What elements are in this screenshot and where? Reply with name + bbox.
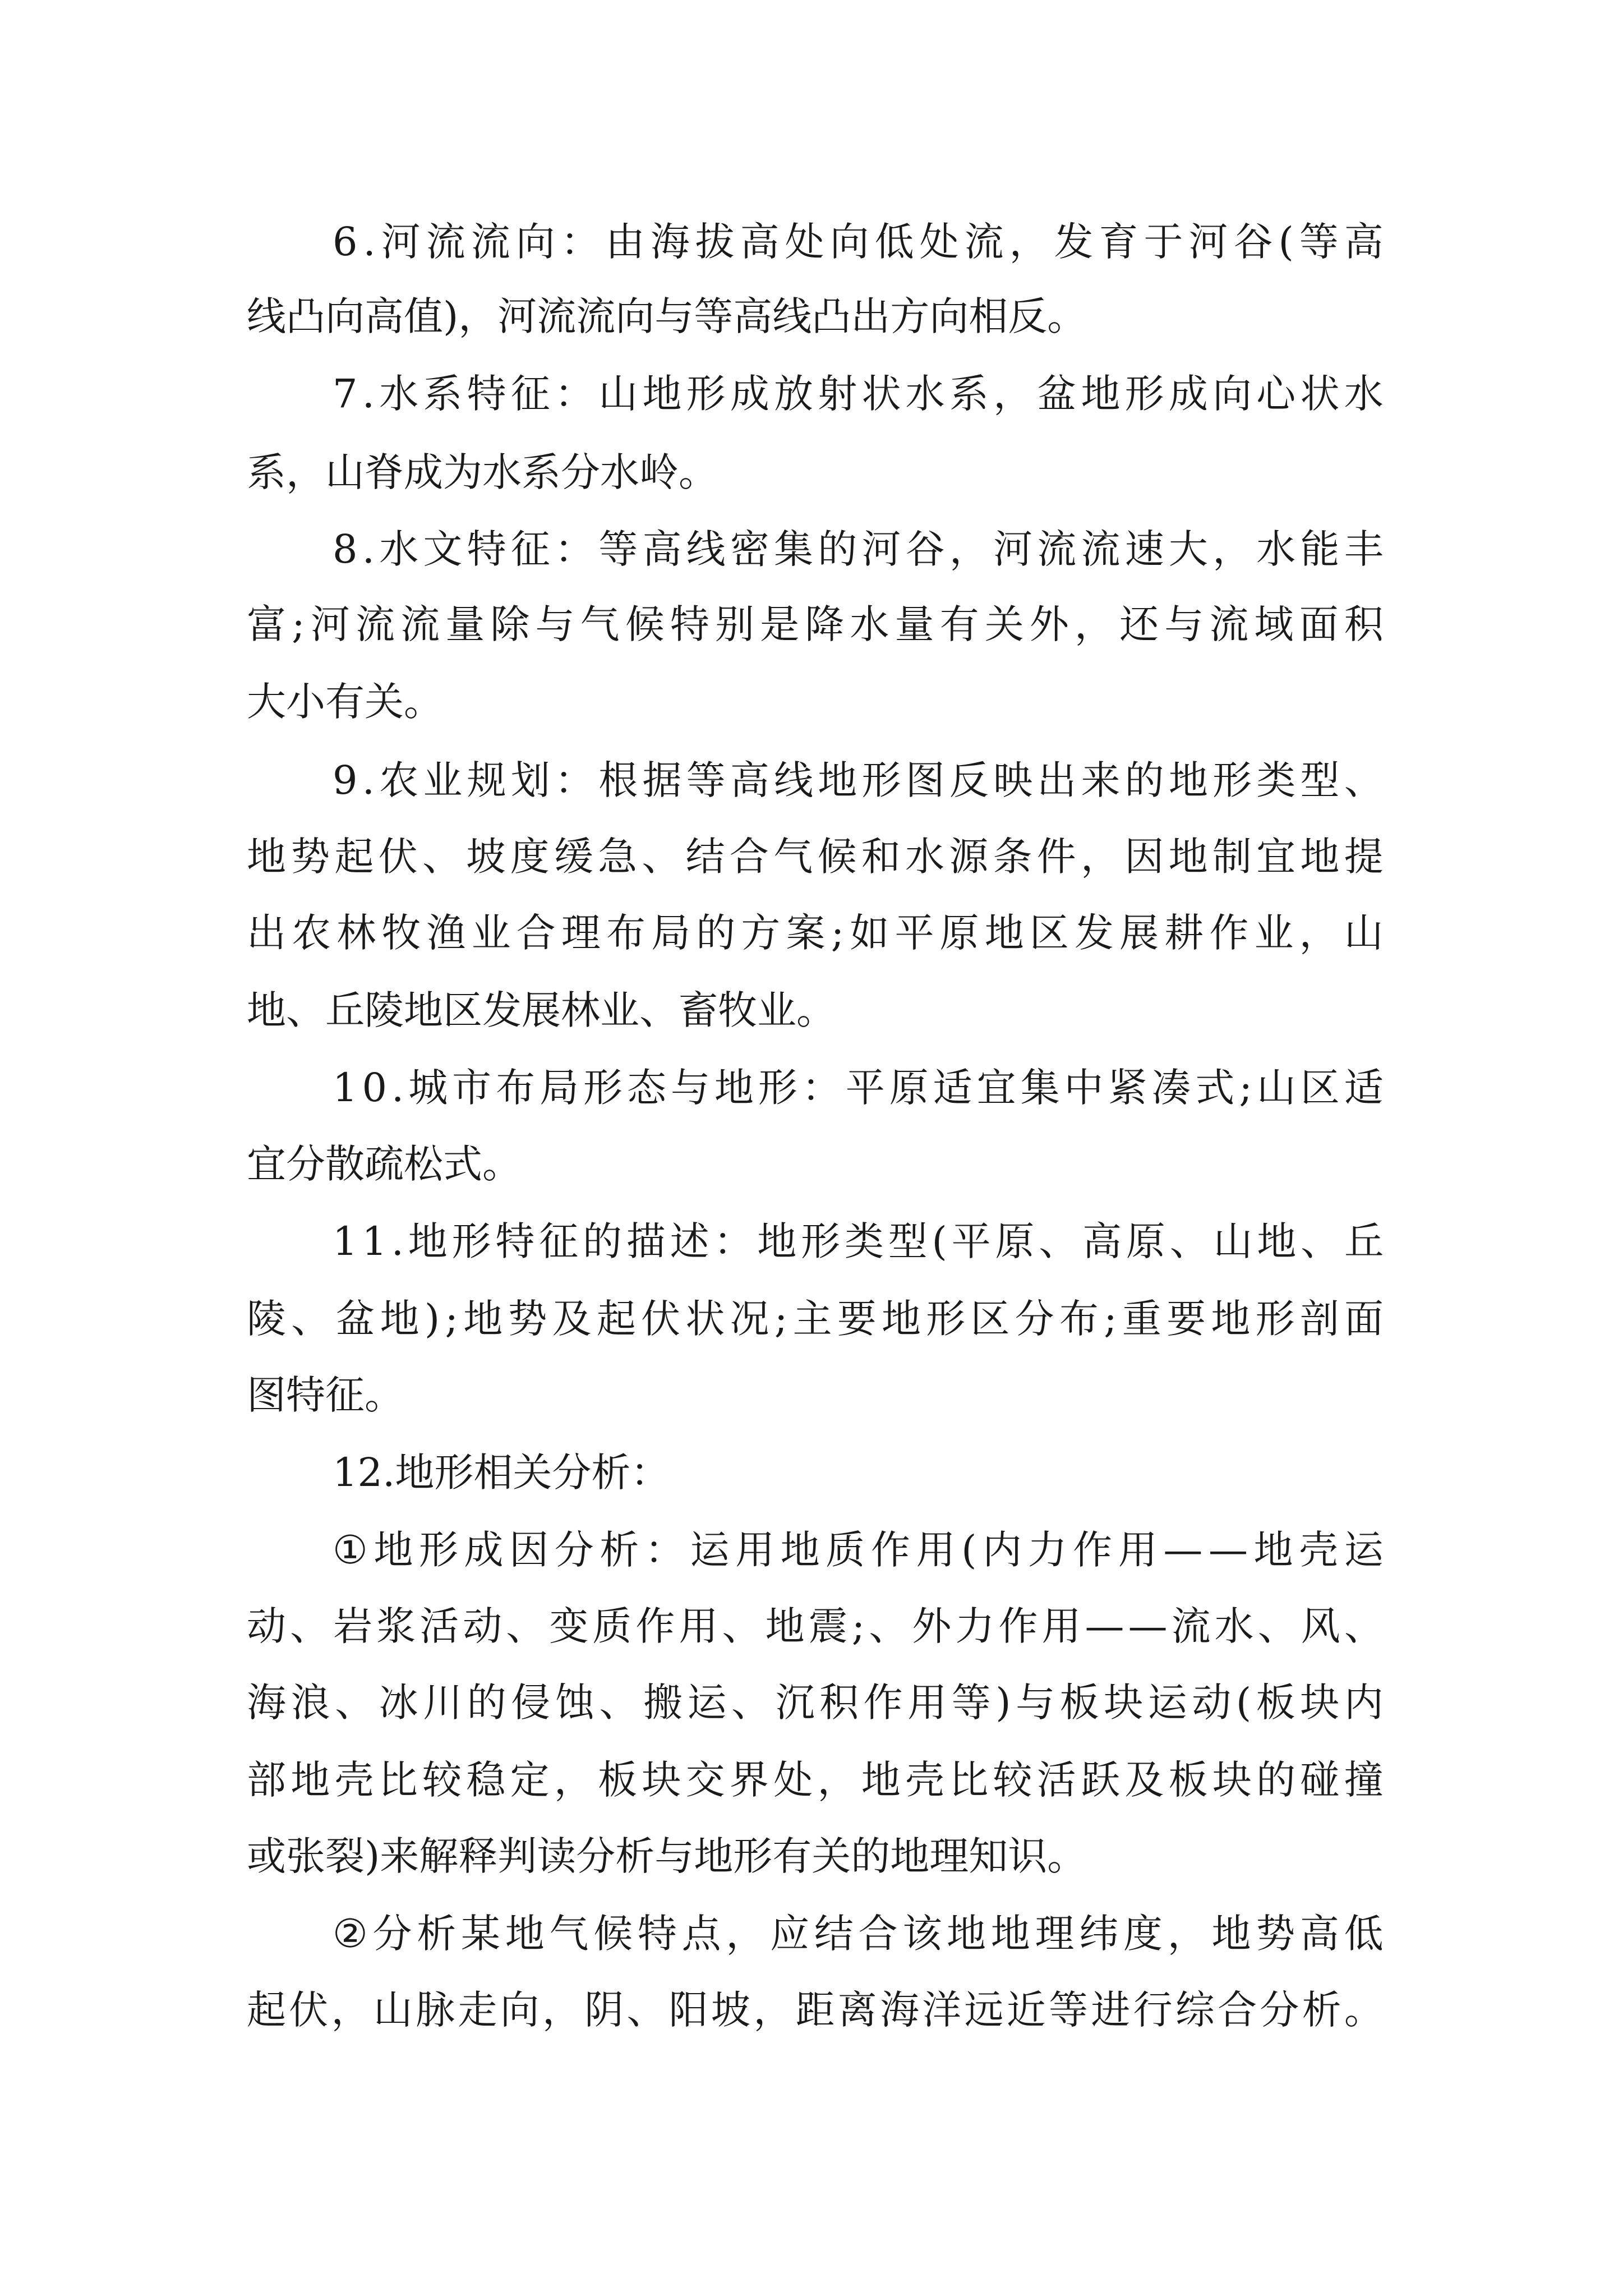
subpoint-1-line-3: 海 浪 、 冰 川 的 侵 蚀 、 搬 运 、 沉 积 作 用 等 ) 与 板 块 运 动 ( 板 块 内 — [247, 1680, 1384, 1726]
paragraph-11-line-1: 1 1 . 地 形 特 征 的 描 述 ： 地 形 类 型 ( 平 原 、 高 原 、 山 地 、 丘 — [333, 1218, 1384, 1264]
paragraph-6-line-1: 6 . 河 流 流 向 ： 由 海 拔 高 处 向 低 处 流 ， 发 育 于 河 谷 ( 等 高 — [333, 219, 1384, 265]
subpoint-1-line-2: 动 、 岩 浆 活 动 、 变 质 作 用 、 地 震 ; 、 外 力 作 用 — — 流 水 、 风 、 — [247, 1603, 1384, 1649]
paragraph-8-line-3: 大小有关。 — [247, 679, 443, 725]
paragraph-8-line-2: 富 ; 河 流 流 量 除 与 气 候 特 别 是 降 水 量 有 关 外 ， 还 与 流 域 面 积 — [247, 601, 1384, 647]
paragraph-9-line-3: 出 农 林 牧 渔 业 合 理 布 局 的 方 案 ; 如 平 原 地 区 发 展 耕 作 业 ， 山 — [247, 910, 1384, 956]
paragraph-10-line-2: 宜分散疏松式。 — [247, 1141, 522, 1187]
subpoint-2-line-2: 起 伏 ， 山 脉 走 向 ， 阴 、 阳 坡 ， 距 离 海 洋 远 近 等 进 行 综 合 分 析 。 — [247, 1987, 1384, 2033]
paragraph-8-line-1: 8 . 水 文 特 征 ： 等 高 线 密 集 的 河 谷 ， 河 流 流 速 大 ， 水 能 丰 — [333, 526, 1384, 572]
subpoint-1-line-5: 或张裂)来解释判读分析与地形有关的地理知识。 — [247, 1833, 1087, 1879]
subpoint-1-line-1: ① 地 形 成 因 分 析 ： 运 用 地 质 作 用 ( 内 力 作 用 — — 地 壳 运 — [333, 1527, 1384, 1573]
paragraph-12-heading: 12.地形相关分析： — [333, 1450, 670, 1496]
paragraph-6-line-2: 线凸向高值)，河流流向与等高线凸出方向相反。 — [247, 293, 1087, 339]
paragraph-7-line-2: 系，山脊成为水系分水岭。 — [247, 449, 718, 495]
paragraph-10-line-1: 1 0 . 城 市 布 局 形 态 与 地 形 ： 平 原 适 宜 集 中 紧 凑 式 ; 山 区 适 — [333, 1065, 1384, 1111]
paragraph-9-line-1: 9 . 农 业 规 划 ： 根 据 等 高 线 地 形 图 反 映 出 来 的 地 形 类 型 、 — [333, 757, 1384, 803]
paragraph-11-line-3: 图特征。 — [247, 1372, 404, 1418]
paragraph-9-line-2: 地 势 起 伏 、 坡 度 缓 急 、 结 合 气 候 和 水 源 条 件 ， 因 地 制 宜 地 提 — [247, 834, 1384, 880]
paragraph-9-line-4: 地、丘陵地区发展林业、畜牧业。 — [247, 987, 836, 1033]
subpoint-2-line-1: ② 分 析 某 地 气 候 特 点 ， 应 结 合 该 地 地 理 纬 度 ， 地 势 高 低 — [333, 1911, 1384, 1957]
subpoint-1-line-4: 部 地 壳 比 较 稳 定 ， 板 块 交 界 处 ， 地 壳 比 较 活 跃 及 板 块 的 碰 撞 — [247, 1757, 1384, 1803]
paragraph-11-line-2: 陵 、 盆 地 ) ; 地 势 及 起 伏 状 况 ; 主 要 地 形 区 分 布 ; 重 要 地 形 剖 面 — [247, 1296, 1384, 1342]
paragraph-7-line-1: 7 . 水 系 特 征 ： 山 地 形 成 放 射 状 水 系 ， 盆 地 形 成 向 心 状 水 — [333, 371, 1384, 417]
